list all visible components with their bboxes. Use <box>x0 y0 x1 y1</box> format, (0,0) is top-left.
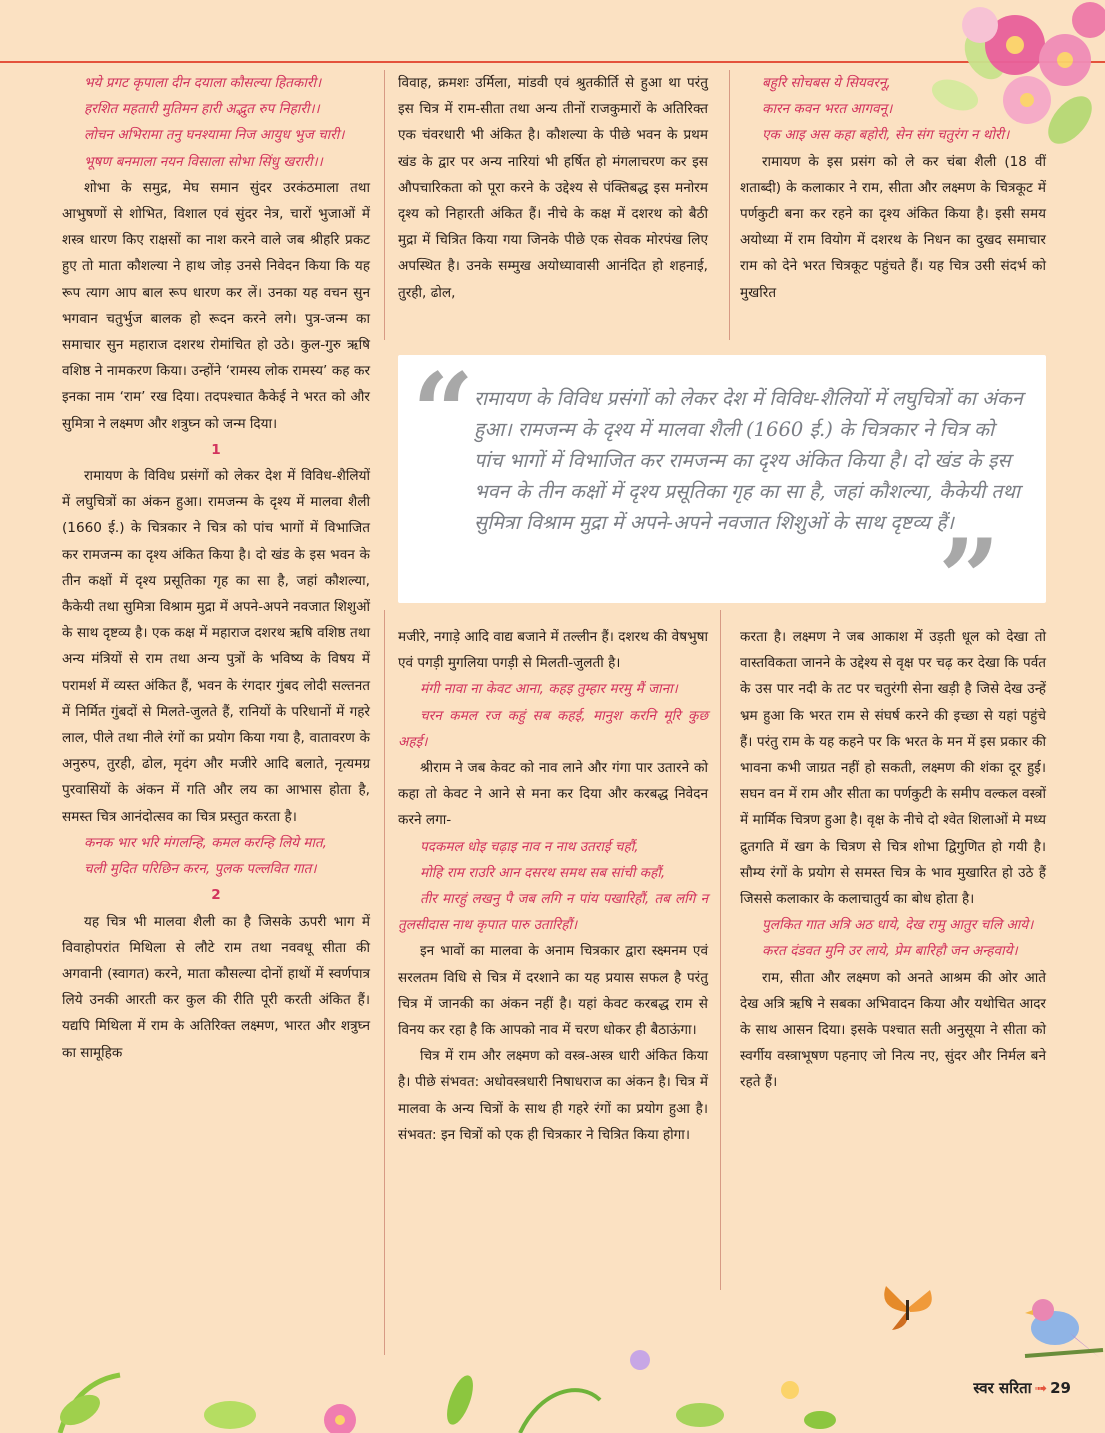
column-2-top <box>398 70 708 306</box>
paragraph: मजीरे, नगाड़े आदि वाद्य बजाने में तल्लीन हैं। दशरथ की वेषभुषा एवं पगड़ी मुगलिया पगड़ी से मिलती-जुलती है। <box>398 629 708 672</box>
butterfly-icon <box>878 1278 938 1338</box>
verse-line: करत दंडवत मुनि उर लाये, प्रेम बारिहौ जन अन्हवाये। <box>762 943 1018 960</box>
arrow-icon: ➟ <box>1034 1379 1048 1397</box>
verse-line: चली मुदित परिछिन करन, पुलक पल्लवित गात। <box>84 861 317 878</box>
paragraph: चित्र में राम और लक्ष्मण को वस्त्र-अस्त्र धारी अंकित किया है। पीछे संभवत: अधोवस्त्रधारी निषाधराज का अंकन है। चित्र में मालवा के अन्य चित्रों के साथ ही गहरे रंगों का प्रयोग हुआ है। संभवत: इन चित्रों को एक ही चित्रकार ने चित्रित किया होगा। <box>398 1048 708 1143</box>
verse-line: हरशित महतारी मुतिमन हारी अद्भुत रुप निहारी।। <box>84 101 320 118</box>
verse-line: भूषण बनमाला नयन विसाला सोभा सिंधु खरारी।। <box>84 153 323 170</box>
column-1 <box>62 70 370 1066</box>
page-number: 29 <box>1050 1379 1071 1397</box>
figure-number: 2 <box>211 887 221 904</box>
verse-line: मंगी नावा ना केवट आना, कहइ तुम्हार मरमु मैं जाना। <box>420 681 678 698</box>
paragraph: रामायण के इस प्रसंग को ले कर चंबा शैली (18 वीं शताब्दी) के कलाकार ने राम, सीता और लक्ष्मण के चित्रकूट में पर्णकुटी बना कर रहने का दृश्य अंकित किया है। इसी समय अयोध्या में राम वियोग में दशरथ के निधन का दुखद समाचार राम को देने भरत चित्रकूट पहुंचते हैं। यह चित्र उसी संदर्भ को मुखरित <box>740 153 1046 301</box>
verse-line: पदकमल धोइ चढ़ाइ नाव न नाथ उतराई चहौं, <box>420 838 639 855</box>
verse-line: भये प्रगट कृपाला दीन दयाला कौसल्या हितकारी। <box>84 75 322 91</box>
verse-line: कारन कवन भरत आगवनू। <box>762 101 893 118</box>
pull-quote-text: रामायण के विविध प्रसंगों को लेकर देश में विविध-शैलियों में लघुचित्रों का अंकन हुआ। रामजन्म के दृश्य में मालवा शैली (1660 ई.) के चित्रकार ने चित्र को पांच भागों में विभाजित कर रामजन्म का दृश्य अंकित किया है। दो खंड के इस भवन के तीन कक्षों में दृश्य प्रसूतिका गृह का सा है, जहां कौशल्या, कैकेयी तथा सुमित्रा विश्राम मुद्रा में अपने-अपने नवजात शिशुओं के साथ दृष्टव्य हैं। <box>474 387 1023 534</box>
verse-line: तीर मारहुं लखनु पै जब लगि न पांय पखारिहौं, तब लगि न तुलसीदास नाथ कृपात पारु उतारिहौं। <box>398 891 708 934</box>
verse-line: एक आइ अस कहा बहोरी, सेन संग चतुरंग न थोरी। <box>762 127 1010 144</box>
paragraph: शोभा के समुद्र, मेघ समान सुंदर उरकंठमाला तथा आभुषणों से शोभित, विशाल एवं सुंदर नेत्र, चारों भुजाओं में शस्त्र धारण किए राक्षसों का नाश करने वाले जब श्रीहरि प्रकट हुए तो माता कौशल्या ने हाथ जोड़ उनसे निवेदन किया कि यह रूप त्याग आप बाल रूप धारण कर लें। उनका यह वचन सुन भगवान चतुर्भुज बालक हो रूदन करने लगे। पुत्र-जन्म का समाचार सुन महाराज दशरथ रोमांचित हो उठे। कुल-गुरु ऋषि वशिष्ठ ने नामकरण किया। उन्होंने ‘रामस्य लोक रामस्य’ कह कर इनका नाम ‘राम’ रख दिया। तदपश्चात कैकेई ने भरत को और सुमित्रा ने लक्ष्मण और शत्रुघ्न को जन्म दिया। <box>62 179 370 432</box>
verse-line: लोचन अभिरामा तनु घनश्यामा निज आयुध भुज चारी। <box>84 127 345 144</box>
verse-line: पुलकित गात अत्रि अठ धाये, देख रामु आतुर चलि आये। <box>762 917 1034 934</box>
paragraph: करता है। लक्ष्मण ने जब आकाश में उड़ती धूल को देखा तो वास्तविकता जानने के उद्देश्य से वृक्ष पर चढ़ कर देखा कि पर्वत के उस पार नदी के तट पर चतुरंगी सेना खड़ी है जिसे देख उन्हें भ्रम हुआ कि भरत राम से संघर्ष करने की इच्छा से यहां पहुंचे हैं। परंतु राम के यह कहने पर कि भरत के मन में इस प्रकार की भावना कभी जाग्रत नहीं हो सकती, लक्ष्मण की शंका दूर हुई। सघन वन में राम और सीता का पर्णकुटी के समीप वल्कल वस्त्रों में मार्मिक चित्रण हुआ है। वृक्ष के नीचे दो श्वेत शिलाओं मे मध्य द्रुतगति में खग के चित्रण से चित्र शोभा द्विगुणित हो गयी है। सौम्य रंगों के प्रयोग से समस्त चित्र के भाव मुखारित हो उठे हैं जिससे कलाकार के कलाचातुर्य का बोध होता है। <box>740 629 1046 908</box>
column-divider <box>720 610 721 1290</box>
pull-quote-box <box>398 350 1046 642</box>
plant-decoration-icon <box>0 1320 960 1433</box>
bird-icon <box>1015 1288 1105 1368</box>
paragraph: यह चित्र भी मालवा शैली का है जिसके ऊपरी भाग में विवाहोपरांत मिथिला से लौटे राम तथा नववधू सीता की अगवानी (स्वागत) करने, माता कौसल्या दोनों हाथों में स्वर्णपात्र लिये उनकी आरती कर कुल की रीति पूरी करती अंकित हैं। यद्यपि मिथिला में राम के अतिरिक्त लक्ष्मण, भारत और शत्रुघ्न का सामूहिक <box>62 913 370 1061</box>
column-3-top <box>740 70 1046 306</box>
verse-line: कनक भार भरि मंगलन्हि, कमल करन्हि लिये मात, <box>84 834 327 851</box>
paragraph: विवाह, क्रमशः उर्मिला, मांडवी एवं श्रुतकीर्ति से हुआ था परंतु इस चित्र में राम-सीता तथा अन्य तीनों राजकुमारों के अतिरिक्त एक चंवरधारी भी अंकित है। कौशल्या के पीछे भवन के प्रथम खंड के द्वार पर अन्य नारियां भी हर्षित हो मंगलाचरण कर इस औपचारिकता को पूरा करने के उद्देश्य से पंक्तिबद्ध इस मनोरम दृश्य को निहारती अंकित हैं। नीचे के कक्ष में दशरथ को बैठी मुद्रा में चित्रित किया गया जिनके पीछे एक सेवक मोरपंख लिए अपस्थित है। उनके सम्मुख अयोध्यावासी आनंदित हो शहनाई, तुरही, ढोल, <box>398 75 708 301</box>
page-footer <box>973 1378 1071 1398</box>
close-quote-icon: ” <box>938 516 1001 642</box>
paragraph: इन भावों का मालवा के अनाम चित्रकार द्वारा स्क्ष्मनम एवं सरलतम विधि से चित्र में दरशाने का यह प्रयास सफल है परंतु चित्र में जानकी का अंकन नहीं है। यहां केवट करबद्ध राम से विनय कर रहा है कि आपको नाव में चरण धोकर ही बैठाऊंगा। <box>398 943 708 1039</box>
column-2-bottom <box>398 624 708 1148</box>
verse-line: चरन कमल रज कहुं सब कहई, मानुश करनि मूरि कुछ अहई। <box>398 707 708 750</box>
magazine-name: स्वर सरिता <box>973 1379 1032 1397</box>
paragraph: राम, सीता और लक्ष्मण को अनते आश्रम की ओर आते देख अत्रि ऋषि ने सबका अभिवादन किया और यथोचित आदर के साथ आसन दिया। इसके पश्चात सती अनुसूया ने सीता को स्वर्गीय वस्त्राभूषण पहनाए जो नित्य नए, सुंदर और निर्मल बने रहते हैं। <box>740 969 1046 1091</box>
column-divider <box>729 70 730 340</box>
column-divider <box>384 70 385 340</box>
verse-line: मोहि राम राउरि आन दसरथ समथ सब सांची कहौं, <box>420 864 666 881</box>
paragraph: रामायण के विविध प्रसंगों को लेकर देश में विविध-शैलियों में लघुचित्रों का अंकन हुआ। रामजन्म के दृश्य में मालवा शैली (1660 ई.) के चित्रकार ने चित्र को पांच भागों में विभाजित कर रामजन्म का दृश्य अंकित किया है। दो खंड के इस भवन के तीन कक्षों में दृश्य प्रसूतिका गृह का सा है, जहां कौशल्या, कैकेयी तथा सुमित्रा विश्राम मुद्रा में अपने-अपने नवजात शिशुओं के साथ दृष्टव्य है। एक कक्ष में महाराज दशरथ ऋषि वशिष्ठ तथा अन्य मंत्रियों से राम तथा अन्य पुत्रों के भविष्य के विषय में परामर्श में व्यस्त अंकित हैं, भवन के रंगदार गुंबद लोदी सल्तनत में निर्मित गुंबदों से मिलते-जुलते हैं, रानियों के परिधानों में गहरे लाल, पीले तथा नीले रंगों का प्रयोग किया गया है, वातावरण के अनुरुप, तुरही, ढोल, मृदंग और मजीरे आदि बलाते, नृत्यमग्र पुरवासियों के अंकन में गति और लय का आभास होता है, समस्त चित्र आनंदोत्सव का चित्र प्रस्तुत करता है। <box>62 468 371 825</box>
open-quote-icon: “ <box>412 350 475 476</box>
column-3-bottom <box>740 624 1046 1096</box>
paragraph: श्रीराम ने जब केवट को नाव लाने और गंगा पार उतारने को कहा तो केवट ने आने से मना कर दिया और करबद्ध निवेदन करने लगा- <box>398 760 708 829</box>
figure-number: 1 <box>211 441 221 458</box>
column-divider <box>384 610 385 1355</box>
verse-line: बहुरि सोचबस ये सियवरनू, <box>762 75 891 91</box>
